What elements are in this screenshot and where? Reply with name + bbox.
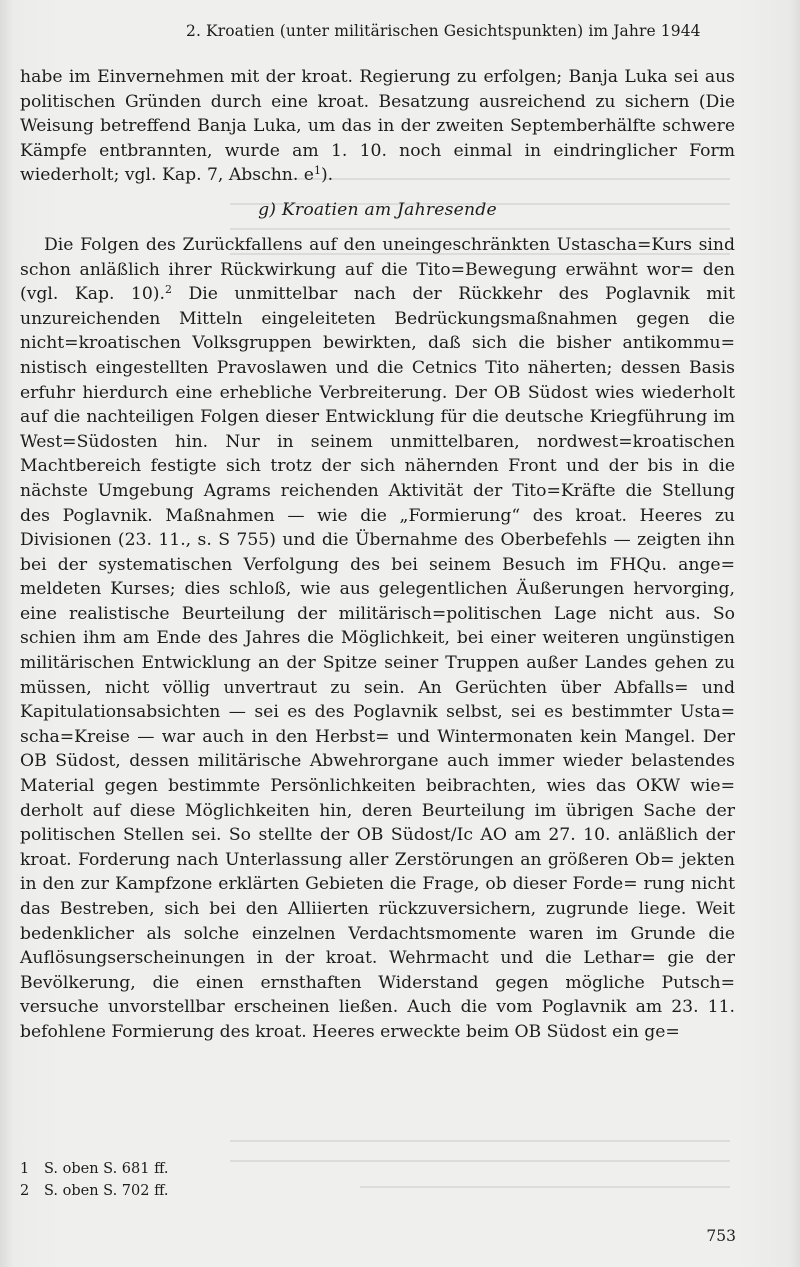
footnote-1 [20, 1158, 420, 1180]
main-paragraph-text-2: Die unmittelbar nach der Rückkehr des Poglavnik mit unzureichenden Mitteln eingeleiteten Bedrückungsmaßnahmen gegen die nicht=kroatischen Volksgruppen bewirkten, daß sich die bisher antikommu= nistisch eingestellten Pravoslawen und die Cetnics Tito näherten; dessen Basis erfuhr hierdurch eine erhebliche Verbreiterung. Der OB Südost wies wiederholt auf die nachteiligen Folgen dieser Entwicklung für die deutsche Kriegführung im West=Südosten hin. Nur in seinem unmittelbaren, nordwest=kroatischen Machtbereich festigte sich trotz der sich nähernden Front und der bis in die nächste Umgebung Agrams reichenden Aktivität der Tito=Kräfte die Stellung des Poglavnik. Maßnahmen — wie die „Formierung“ des kroat. Heeres zu Divisionen (23. 11., s. S 755) und die Übernahme des Oberbefehls — zeigten ihn bei der systematischen Verfolgung des bei seinem Besuch im FHQu. ange= meldeten Kurses; dies schloß, wie aus gelegentlichen Äußerungen hervorging, eine realistische Beurteilung der militärisch=politischen Lage nicht aus. So schien ihm am Ende des Jahres die Möglichkeit, bei einer weiteren ungünstigen militärischen Entwicklung an der Spitze seiner Truppen außer Landes gehen zu müssen, nicht völlig unvertraut zu sein. An Gerüchten über Abfalls= und Kapitulationsabsichten — sei es des Poglavnik selbst, sei es bestimmter Usta= scha=Kreise — war auch in den Herbst= und Wintermonaten kein Mangel. Der OB Südost, dessen militärische Abwehrorgane auch immer wieder belastendes Material gegen bestimmte Persönlichkeiten beibrachten, wies das OKW wie= derholt auf diese Möglichkeiten hin, deren Beurteilung im übrigen Sache der politischen Stellen sei. So stellte der OB Südost/Ic AO am 27. 10. anläßlich der kroat. Forderung nach Unterlassung aller Zerstörungen an größeren Ob= jekten in den zur Kampfzone erklärten Gebieten die Frage, ob dieser Forde= rung nicht das Bestreben, sich bei den Alliierten rückzuversichern, zugrunde liege. Weit bedenklicher als solche einzelnen Verdachtsmomente waren im Grunde die Auflösungserscheinungen in der kroat. Wehrmacht und die Lethar= gie der Bevölkerung, die einen ernsthaften Widerstand gegen mögliche Putsch= versuche unvorstellbar erscheinen ließen. Auch die vom Poglavnik am 23. 11. befohlene Formierung des kroat. Heeres erweckte beim OB Südost ein ge= [20, 284, 735, 1042]
footnote-number: 1 [20, 1161, 30, 1177]
footnote-text: S. oben S. 702 ff. [44, 1183, 169, 1199]
footnote-number: 2 [20, 1183, 30, 1199]
footnote-text: S. oben S. 681 ff. [44, 1161, 169, 1177]
body-text [20, 65, 735, 1045]
top-paragraph [20, 65, 735, 188]
running-head: 2. Kroatien (unter militärischen Gesichtspunkten) im Jahre 1944 [186, 22, 701, 40]
footnotes [20, 1158, 420, 1202]
footnote-2 [20, 1180, 420, 1202]
top-paragraph-text: habe im Einvernehmen mit der kroat. Regierung zu erfolgen; Banja Luka sei aus politischen Gründen durch eine kroat. Besatzung ausreichend zu sichern (Die Weisung betreffend Banja Luka, um das in der zweiten Septemberhälfte schwere Kämpfe entbrannten, wurde am 1. 10. noch einmal in eindringlicher Form wiederholt; vgl. Kap. 7, Abschn. e [20, 67, 735, 186]
main-paragraph [20, 233, 735, 1045]
top-paragraph-end: ). [320, 165, 334, 186]
footnote-ref-2[interactable]: 2 [164, 283, 172, 297]
page-number: 753 [706, 1227, 736, 1245]
footnote-ref-1[interactable]: 1 [313, 164, 321, 178]
section-heading: g) Kroatien am Jahresende [258, 199, 497, 220]
main-paragraph-text-1: Die Folgen des Zurückfallens auf den uneingeschränkten Ustascha=Kurs sind schon anläßlich ihrer Rückwirkung auf die Tito=Bewegung erwähnt wor= den (vgl. Kap. 10). [20, 234, 735, 305]
